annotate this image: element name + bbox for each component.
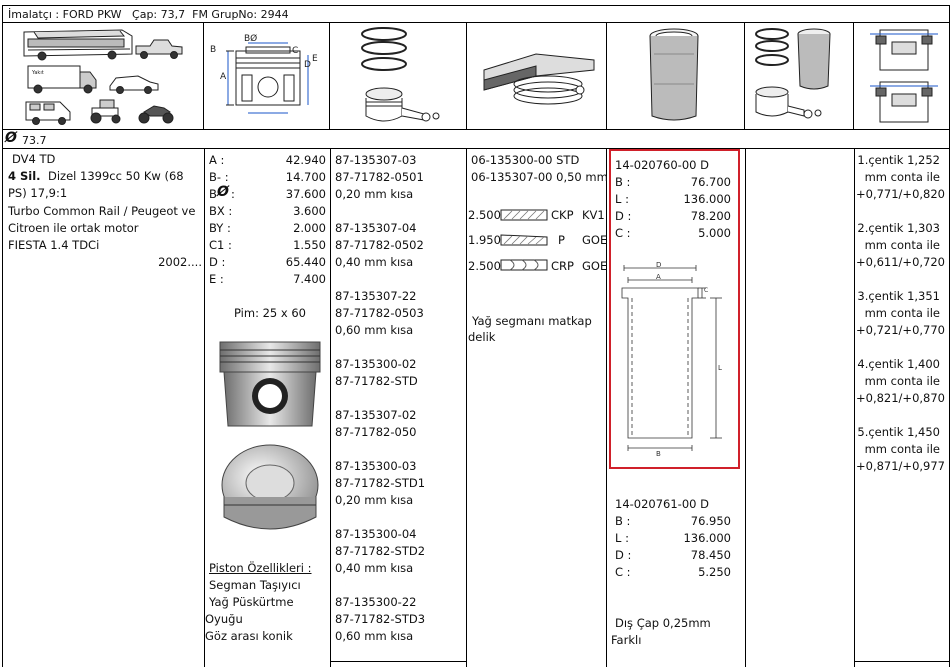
gasket-notch: 5.çentik 1,450	[857, 425, 940, 439]
piston-code-2: 87-71782-STD1	[335, 476, 426, 490]
diagram-label-d: D	[304, 60, 311, 70]
piston-code-1: 87-135307-03	[335, 153, 417, 167]
grid-line	[2, 129, 950, 130]
engine-code: DV4 TD	[12, 152, 56, 166]
piston-note: 0,40 mm kısa	[335, 255, 414, 269]
dim-value-by: 2.000	[293, 221, 326, 235]
dim-value-b-diameter: 37.600	[285, 187, 326, 201]
engine-description-4: Citroen ile ortak motor	[8, 221, 139, 235]
gasket-protrusion: +0,821/+0,870	[856, 391, 945, 405]
liner-dim-value-b: 76.950	[690, 514, 731, 528]
drawing-label-l: L	[718, 364, 722, 372]
gasket-notch: 4.çentik 1,400	[857, 357, 940, 371]
piston-code-2: 87-71782-050	[335, 425, 417, 439]
cylinder-liner-icon	[632, 24, 722, 128]
tractor-icon	[91, 100, 120, 123]
drawing-label-a: A	[656, 273, 661, 281]
svg-text:Yakıt: Yakıt	[32, 70, 44, 76]
piston-note: 0,40 mm kısa	[335, 561, 414, 575]
dim-value-a: 42.940	[285, 153, 326, 167]
dim-label-by: BY :	[209, 221, 231, 235]
ring-code-std: 06-135300-00 STD	[471, 153, 580, 167]
ring-material: KV1	[582, 208, 605, 222]
diagram-label-e: E	[312, 54, 318, 64]
grid-line	[745, 148, 746, 667]
dim-value-d: 65.440	[285, 255, 326, 269]
piston-code-1: 87-135307-22	[335, 289, 417, 303]
oil-ring-note-2: delik	[468, 330, 496, 344]
dim-label-d: D :	[209, 255, 226, 269]
motorcycle-icon	[139, 106, 173, 123]
engine-description-2: PS) 17,9:1	[8, 186, 68, 200]
dim-value-e: 7.400	[293, 272, 326, 286]
ring-material: GOE	[582, 259, 608, 273]
piston-code-2: 87-71782-STD	[335, 374, 418, 388]
drawing-label-b: B	[656, 450, 661, 458]
piston-code-1: 87-135307-02	[335, 408, 417, 422]
engine-description-3: Turbo Common Rail / Peugeot ve	[8, 204, 196, 218]
dim-value-b-minus: 14.700	[285, 170, 326, 184]
liner-dim-label-c: C :	[615, 226, 631, 240]
dim-label-a: A :	[209, 153, 225, 167]
gasket-protrusion: +0,611/+0,720	[856, 255, 945, 269]
model-year: 2002....	[158, 255, 202, 269]
liner-dim-value-b: 76.700	[690, 175, 731, 189]
liner-dim-value-d: 78.200	[690, 209, 731, 223]
liner-dim-label-c: C :	[615, 565, 631, 579]
gasket-notch: 1.çentik 1,252	[857, 153, 940, 167]
piston-dimension-diagram	[208, 25, 326, 125]
liner-dim-label-d: D :	[615, 209, 632, 223]
piston-code-1: 87-135300-02	[335, 357, 417, 371]
dim-label-bx: BX :	[209, 204, 233, 218]
grid-line	[329, 22, 330, 129]
gasket-thickness-label: mm conta ile	[864, 170, 940, 184]
dim-value-c1: 1.550	[293, 238, 326, 252]
piston-feature-4: Göz arası konik	[205, 629, 293, 643]
ring-thickness: 2.500	[468, 208, 501, 222]
model-name: FIESTA 1.4 TDCi	[8, 238, 100, 252]
piston-code-2: 87-71782-0503	[335, 306, 424, 320]
grid-line	[203, 22, 204, 129]
diameter-symbol: Ø	[5, 130, 17, 146]
header-text: İmalatçı : FORD PKW Çap: 73,7 FM GrupNo: 2944	[8, 8, 289, 21]
piston-note: 0,60 mm kısa	[335, 629, 414, 643]
bus-icon	[24, 30, 132, 60]
diagram-label-bo: BØ	[244, 34, 258, 44]
liner-dim-value-l: 136.000	[683, 192, 731, 206]
rings-piston-icon	[340, 24, 460, 128]
liner-dim-value-d: 78.450	[690, 548, 731, 562]
liner-dim-value-l: 136.000	[683, 531, 731, 545]
engine-kit-icon	[748, 24, 852, 128]
dim-diameter-symbol: Ø	[217, 184, 229, 200]
ring-type: CKP	[551, 208, 574, 222]
grid-line	[606, 22, 607, 129]
dim-label-b-diameter: B	[209, 187, 217, 201]
grid-line	[204, 148, 205, 667]
ring-type: CRP	[551, 259, 574, 273]
grid-line	[330, 661, 467, 662]
drawing-label-d: D	[656, 261, 662, 269]
ring-code-oversize: 06-135307-00 0,50 mm	[471, 170, 608, 184]
gasket-protrusion: +0,771/+0,820	[856, 187, 945, 201]
piston-code-2: 87-71782-STD2	[335, 544, 426, 558]
vehicle-icons	[4, 24, 202, 128]
piston-code-2: 87-71782-0502	[335, 238, 424, 252]
liner-dim-label-b: B :	[615, 175, 631, 189]
piston-note: 0,20 mm kısa	[335, 493, 414, 507]
piston-code-2: 87-71782-0501	[335, 170, 424, 184]
piston-feature-2: Yağ Püskürtme	[209, 595, 294, 609]
dim-label-b-minus: B- :	[209, 170, 229, 184]
ring-tool-icon	[476, 40, 601, 120]
cylinder-count: 4 Sil.	[8, 169, 41, 183]
liner-code: 14-020761-00 D	[615, 497, 709, 511]
liner-dim-label-b: B :	[615, 514, 631, 528]
ring-thickness: 1.950	[468, 233, 501, 247]
piston-code-1: 87-135300-03	[335, 459, 417, 473]
ring-material: GOE	[582, 233, 608, 247]
truck-icon	[28, 66, 96, 93]
taper-ring-icon	[500, 233, 550, 247]
grid-line	[854, 661, 950, 662]
piston-code-1: 87-135307-04	[335, 221, 417, 235]
liner-note-2: Farklı	[611, 633, 642, 647]
liner-dim-label-l: L :	[615, 192, 629, 206]
dim-diameter-colon: :	[231, 187, 235, 201]
liner-technical-drawing	[618, 258, 730, 458]
grid-line	[744, 22, 745, 129]
gasket-notch: 3.çentik 1,351	[857, 289, 940, 303]
grid-line	[2, 148, 950, 149]
ring-type: P	[558, 233, 565, 247]
car-icon	[110, 76, 158, 94]
piston-feature-3: Oyuğu	[205, 612, 243, 626]
dim-label-e: E :	[209, 272, 224, 286]
drawing-label-c: C	[704, 287, 709, 294]
gasket-protrusion: +0,871/+0,977	[856, 459, 945, 473]
piston-top-photo	[218, 437, 324, 543]
head-gasket-section-icon	[866, 26, 942, 126]
piston-code-1: 87-135300-22	[335, 595, 417, 609]
oil-ring-note-1: Yağ segmanı matkap	[472, 314, 592, 328]
ring-thickness: 2.500	[468, 259, 501, 273]
pin-size: Pim: 25 x 60	[234, 306, 306, 320]
liner-code: 14-020760-00 D	[615, 158, 709, 172]
bore-value: 73.7	[22, 134, 47, 147]
gasket-protrusion: +0,721/+0,770	[856, 323, 945, 337]
piston-note: 0,20 mm kısa	[335, 187, 414, 201]
dim-value-bx: 3.600	[293, 204, 326, 218]
oil-ring-icon	[500, 258, 550, 272]
piston-code-2: 87-71782-STD3	[335, 612, 426, 626]
gasket-notch: 2.çentik 1,303	[857, 221, 940, 235]
dim-label-c1: C1 :	[209, 238, 232, 252]
piston-side-photo	[216, 338, 324, 430]
compression-ring-icon	[500, 208, 550, 222]
gasket-thickness-label: mm conta ile	[864, 374, 940, 388]
pickup-icon	[136, 40, 182, 59]
grid-line	[466, 148, 467, 667]
grid-line	[606, 148, 607, 667]
gasket-thickness-label: mm conta ile	[864, 306, 940, 320]
grid-line	[949, 5, 950, 667]
grid-line	[330, 148, 331, 667]
liner-dim-value-c: 5.000	[698, 226, 731, 240]
piston-feature-1: Segman Taşıyıcı	[209, 578, 301, 592]
liner-dim-value-c: 5.250	[698, 565, 731, 579]
van-icon	[26, 102, 70, 125]
grid-line	[854, 148, 855, 667]
diagram-label-c: C	[292, 46, 299, 56]
piston-features-title: Piston Özellikleri :	[209, 561, 312, 575]
gasket-thickness-label: mm conta ile	[864, 238, 940, 252]
piston-note: 0,60 mm kısa	[335, 323, 414, 337]
grid-line	[2, 5, 3, 667]
diagram-label-a: A	[220, 72, 227, 82]
liner-dim-label-l: L :	[615, 531, 629, 545]
piston-code-1: 87-135300-04	[335, 527, 417, 541]
grid-line	[466, 22, 467, 129]
liner-dim-label-d: D :	[615, 548, 632, 562]
diagram-label-b: B	[210, 45, 217, 55]
gasket-thickness-label: mm conta ile	[864, 442, 940, 456]
grid-line	[853, 22, 854, 129]
engine-description-1: Dizel 1399cc 50 Kw (68	[48, 169, 184, 183]
liner-note-1: Dış Çap 0,25mm	[615, 616, 711, 630]
